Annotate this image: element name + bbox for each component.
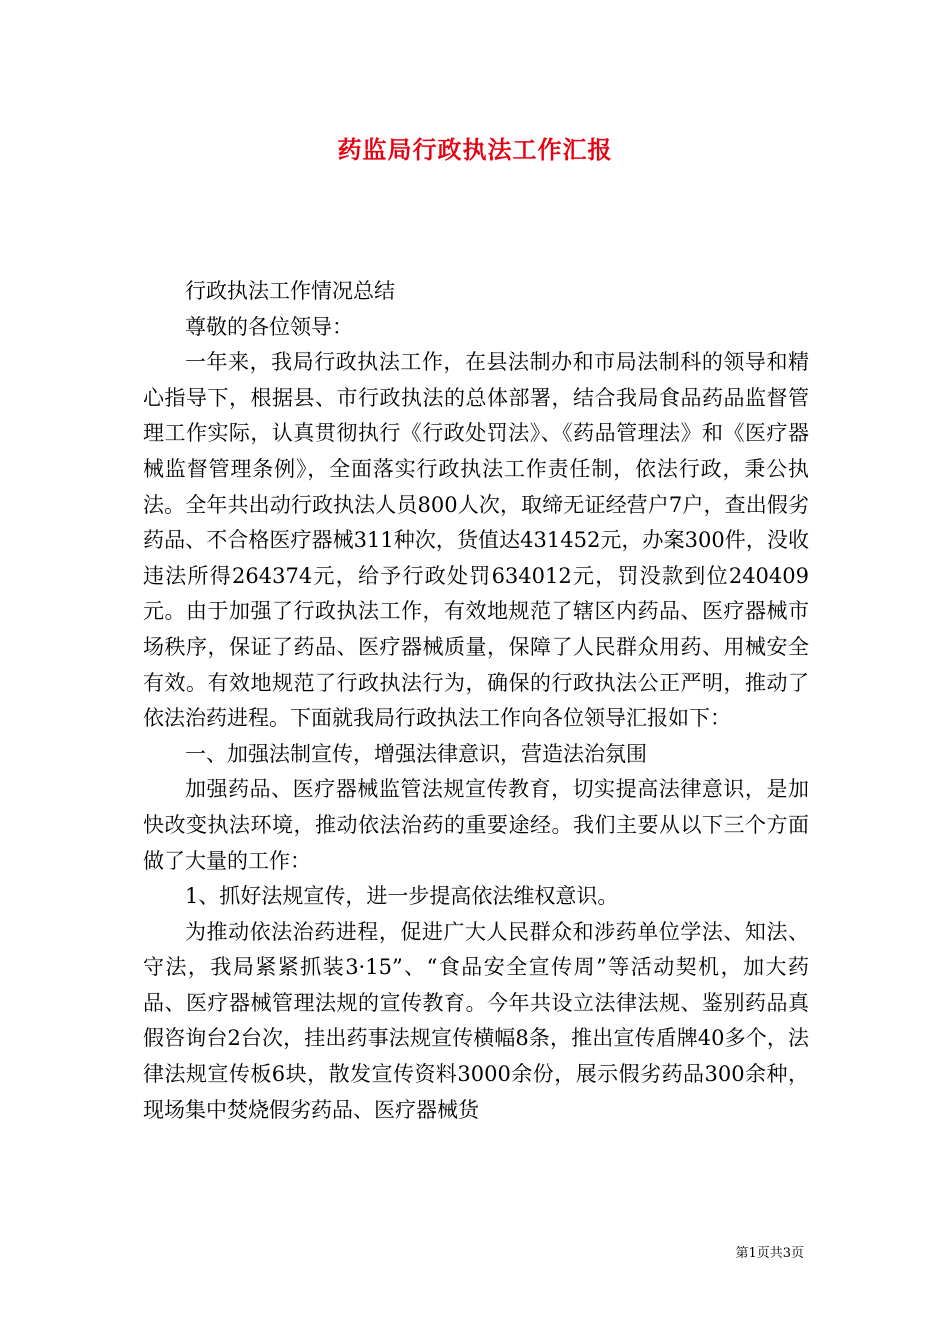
paragraph-subsection-1-1: 为推动依法治药进程，促进广大人民群众和涉药单位学法、知法、守法，我局紧紧抓装3·15”、“食品安全宣传周”等活动契机，加大药品、医疗器械管理法规的宣传教育。今年共设立法律法规、鉴别药品真假咨询台2台次，挂出药事法规宣传横幅8条，推出宣传盾牌40多个，法律法规宣传板6块，散发宣传资料3000余份，展示假劣药品300余种，现场集中焚烧假劣药品、医疗器械货 bbox=[143, 919, 809, 1122]
paragraph-subtitle: 行政执法工作情况总结 bbox=[185, 279, 395, 303]
section-heading-1: 一、加强法制宣传，增强法律意识，营造法治氛围 bbox=[185, 741, 647, 766]
paragraph-section-1: 加强药品、医疗器械监管法规宣传教育，切实提高法律意识，是加快改变执法环境，推动依法治药的重要途经。我们主要从以下三个方面做了大量的工作： bbox=[143, 777, 809, 873]
paragraph-salutation: 尊敬的各位领导： bbox=[185, 314, 353, 339]
page-number-footer: 第1页共3页 bbox=[735, 1246, 804, 1261]
document-title: 药监局行政执法工作汇报 bbox=[337, 135, 613, 164]
subheading-1-1: 1、抓好法规宣传，进一步提高依法维权意识。 bbox=[185, 884, 619, 909]
paragraph-intro: 一年来，我局行政执法工作，在县法制办和市局法制科的领导和精心指导下，根据县、市行政执法的总体部署，结合我局食品药品监督管理工作实际，认真贯彻执行《行政处罚法》、《药品管理法》和《医疗器械监督管理条例》，全面落实行政执法工作责任制，依法行政，秉公执法。全年共出动行政执法人员800人次，取缔无证经营户7户，查出假劣药品、不合格医疗器械311种次，货值达431452元，办案300件，没收违法所得264374元，给予行政处罚634012元，罚没款到位240409元。由于加强了行政执法工作，有效地规范了辖区内药品、医疗器械市场秩序，保证了药品、医疗器械质量，保障了人民群众用药、用械安全有效。有效地规范了行政执法行为，确保的行政执法公正严明，推动了依法治药进程。下面就我局行政执法工作向各位领导汇报如下： bbox=[143, 350, 809, 731]
document-body bbox=[143, 274, 809, 1128]
